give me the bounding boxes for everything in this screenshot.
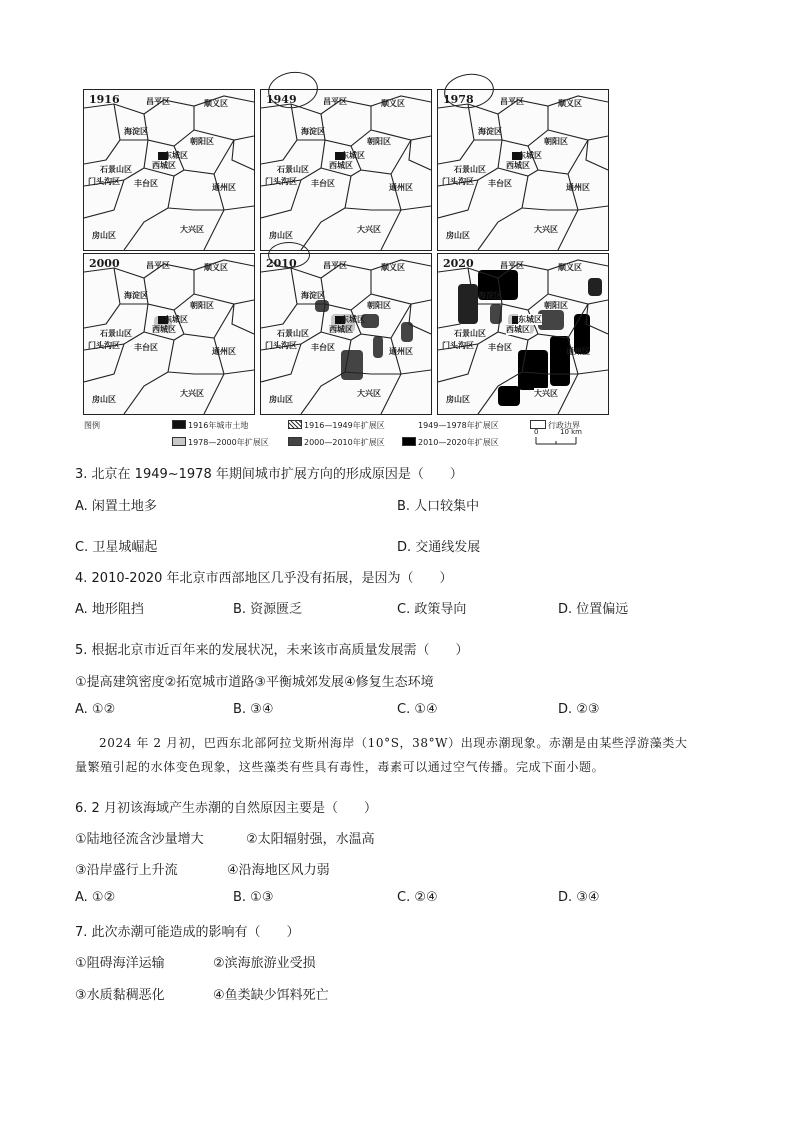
district-label: 朝阳区 [190,301,214,310]
district-label: 西城区 [152,325,176,334]
district-label: 大兴区 [180,225,204,234]
q5-option-d: D. ②③ [558,702,600,717]
scale-zero: 0 [534,428,539,436]
district-label: 东城区 [164,151,188,160]
district-label: 海淀区 [478,291,502,300]
panel-year: 1916 [89,93,120,106]
district-label: 东城区 [518,315,542,324]
district-boundary-line [84,104,120,164]
pen-circle-2010 [268,242,310,268]
district-label: 石景山区 [100,329,132,338]
district-label: 顺义区 [204,99,228,108]
q6-statement-3: ③沿岸盛行上升流 [75,863,178,878]
passage-line-2: 量繁殖引起的水体变色现象，这些藻类有些具有毒性，毒素可以通过空气传播。完成下面小题。 [75,760,605,774]
district-label: 昌平区 [323,261,347,270]
q6-option-a: A. ①② [75,890,116,905]
district-label: 门头沟区 [88,177,120,186]
passage-line-1: 2024 年 2 月初，巴西东北部阿拉戈斯州海岸（10°S，38°W）出现赤潮现象。赤潮是由某些浮游藻类大 [99,736,688,750]
district-label: 丰台区 [311,343,335,352]
q5-option-c: C. ①④ [397,702,438,717]
district-label: 海淀区 [301,127,325,136]
q6-option-c: C. ②④ [397,890,438,905]
q4-option-d: D. 位置偏远 [558,602,629,617]
district-label: 门头沟区 [442,177,474,186]
district-boundary-line [168,206,254,210]
district-label: 东城区 [518,151,542,160]
district-boundary-line [522,206,608,210]
q3-option-d: D. 交通线发展 [397,540,481,555]
q4-option-c: C. 政策导向 [397,602,467,617]
legend-label-1916: 1916年城市土地 [188,421,249,430]
q3-option-a: A. 闲置土地多 [75,499,157,514]
district-label: 顺义区 [558,263,582,272]
map-legend [80,418,610,450]
district-boundary-line [321,106,371,146]
district-label: 朝阳区 [190,137,214,146]
district-label: 门头沟区 [265,341,297,350]
legend-label-1949-1978: 1949—1978年扩展区 [418,421,499,430]
district-label: 海淀区 [301,291,325,300]
q4-option-a: A. 地形阻挡 [75,602,144,617]
district-label: 昌平区 [323,97,347,106]
district-boundary-line [144,270,194,310]
district-boundary-line [498,106,548,146]
district-label: 顺义区 [381,99,405,108]
district-label: 丰台区 [134,179,158,188]
legend-label-2000-2010: 2000—2010年扩展区 [304,438,385,447]
q5-option-a: A. ①② [75,702,116,717]
district-boundary-line [345,206,431,210]
q6-statement-1: ①陆地径流含沙量增大 [75,832,204,847]
q3-option-c: C. 卫星城崛起 [75,540,158,555]
district-label: 石景山区 [454,329,486,338]
district-label: 通州区 [212,347,236,356]
panel-year: 2010 [266,257,297,270]
district-label: 大兴区 [180,389,204,398]
map-panel-1916 [83,89,255,251]
district-label: 通州区 [389,347,413,356]
map-panel-2010 [260,253,432,415]
legend-swatch-1978-2000 [172,437,186,446]
panel-year: 2020 [443,257,474,270]
district-label: 朝阳区 [544,301,568,310]
legend-swatch-1916-1949 [288,420,302,429]
district-label: 昌平区 [500,261,524,270]
district-label: 大兴区 [357,389,381,398]
district-label: 丰台区 [488,343,512,352]
district-label: 房山区 [269,395,293,404]
district-label: 西城区 [506,161,530,170]
urban-expansion-area [498,386,520,406]
district-label: 西城区 [329,161,353,170]
scale-ten-km: 10 km [560,428,583,436]
district-label: 大兴区 [534,225,558,234]
question-6-stem: 6. 2 月初该海域产生赤潮的自然原因主要是（ ） [75,801,377,816]
district-label: 房山区 [446,231,470,240]
legend-label-1916-1949: 1916—1949年扩展区 [304,421,385,430]
map-panel-1949 [260,89,432,251]
legend-swatch-2000-2010 [288,437,302,446]
district-label: 通州区 [212,183,236,192]
district-label: 顺义区 [558,99,582,108]
question-3-stem: 3. 北京在 1949~1978 年期间城市扩展方向的形成原因是（ ） [75,467,463,482]
map-panel-2020 [437,253,609,415]
district-boundary-line [261,268,297,328]
district-label: 朝阳区 [544,137,568,146]
district-label: 东城区 [164,315,188,324]
district-label: 大兴区 [357,225,381,234]
district-label: 昌平区 [146,261,170,270]
district-label: 朝阳区 [367,301,391,310]
district-label: 石景山区 [277,329,309,338]
legend-label-boundary: 行政边界 [548,421,580,430]
panel-year: 2000 [89,257,120,270]
legend-label-1978-2000: 1978—2000年扩展区 [188,438,269,447]
district-boundary-line [409,140,431,170]
district-label: 昌平区 [500,97,524,106]
district-label: 通州区 [566,183,590,192]
district-label: 门头沟区 [265,177,297,186]
legend-label-2010-2020: 2010—2020年扩展区 [418,438,499,447]
district-boundary-line [586,140,608,170]
district-label: 西城区 [329,325,353,334]
district-boundary-line [232,304,254,334]
district-label: 顺义区 [381,263,405,272]
district-label: 东城区 [341,151,365,160]
district-boundary-line [168,370,254,374]
urban-expansion-area [315,300,329,312]
q7-statement-4: ④鱼类缺少饵料死亡 [213,988,329,1003]
urban-expansion-area [550,336,570,386]
district-label: 丰台区 [311,179,335,188]
district-boundary-line [232,140,254,170]
legend-swatch-2010-2020 [402,437,416,446]
question-4-stem: 4. 2010-2020 年北京市西部地区几乎没有拓展，是因为（ ） [75,571,453,586]
q7-statement-3: ③水质黏稠恶化 [75,988,165,1003]
question-5-stem: 5. 根据北京市近百年来的发展状况，未来该市高质量发展需（ ） [75,643,469,658]
q6-statement-2: ②太阳辐射强，水温高 [246,832,375,847]
q6-option-b: B. ①③ [233,890,274,905]
q7-statement-1: ①阻碍海洋运输 [75,956,165,971]
district-label: 通州区 [389,183,413,192]
q5-statements: ①提高建筑密度②拓宽城市道路③平衡城郊发展④修复生态环境 [75,675,434,690]
district-label: 昌平区 [146,97,170,106]
map-panel-1978 [437,89,609,251]
urban-expansion-area [373,336,383,358]
q6-statement-4: ④沿海地区风力弱 [227,863,330,878]
district-label: 海淀区 [124,291,148,300]
district-label: 西城区 [152,161,176,170]
district-label: 海淀区 [478,127,502,136]
red-tide-passage [75,731,725,779]
district-label: 门头沟区 [88,341,120,350]
district-label: 大兴区 [534,389,558,398]
district-boundary-line [438,104,474,164]
q7-statement-2: ②滨海旅游业受损 [213,956,316,971]
legend-title: 图例 [84,421,100,430]
district-label: 门头沟区 [442,341,474,350]
q4-option-b: B. 资源匮乏 [233,602,303,617]
district-label: 丰台区 [488,179,512,188]
beijing-expansion-map-figure [80,84,610,450]
question-7-stem: 7. 此次赤潮可能造成的影响有（ ） [75,925,300,940]
district-boundary-line [144,106,194,146]
district-boundary-line [261,104,297,164]
district-boundary-line [84,268,120,328]
district-label: 丰台区 [134,343,158,352]
district-label: 东城区 [341,315,365,324]
district-label: 房山区 [92,231,116,240]
q3-option-b: B. 人口较集中 [397,499,480,514]
panel-year: 1978 [443,93,474,106]
urban-expansion-area [341,350,363,380]
district-label: 顺义区 [204,263,228,272]
district-label: 石景山区 [100,165,132,174]
urban-expansion-area [588,278,602,296]
q5-option-b: B. ③④ [233,702,274,717]
map-panel-2000 [83,253,255,415]
district-label: 石景山区 [277,165,309,174]
district-label: 房山区 [446,395,470,404]
q6-option-d: D. ③④ [558,890,600,905]
district-label: 海淀区 [124,127,148,136]
panel-year: 1949 [266,93,297,106]
district-label: 朝阳区 [367,137,391,146]
district-label: 房山区 [92,395,116,404]
district-label: 通州区 [566,347,590,356]
legend-swatch-1916 [172,420,186,429]
district-label: 房山区 [269,231,293,240]
district-label: 西城区 [506,325,530,334]
district-label: 石景山区 [454,165,486,174]
